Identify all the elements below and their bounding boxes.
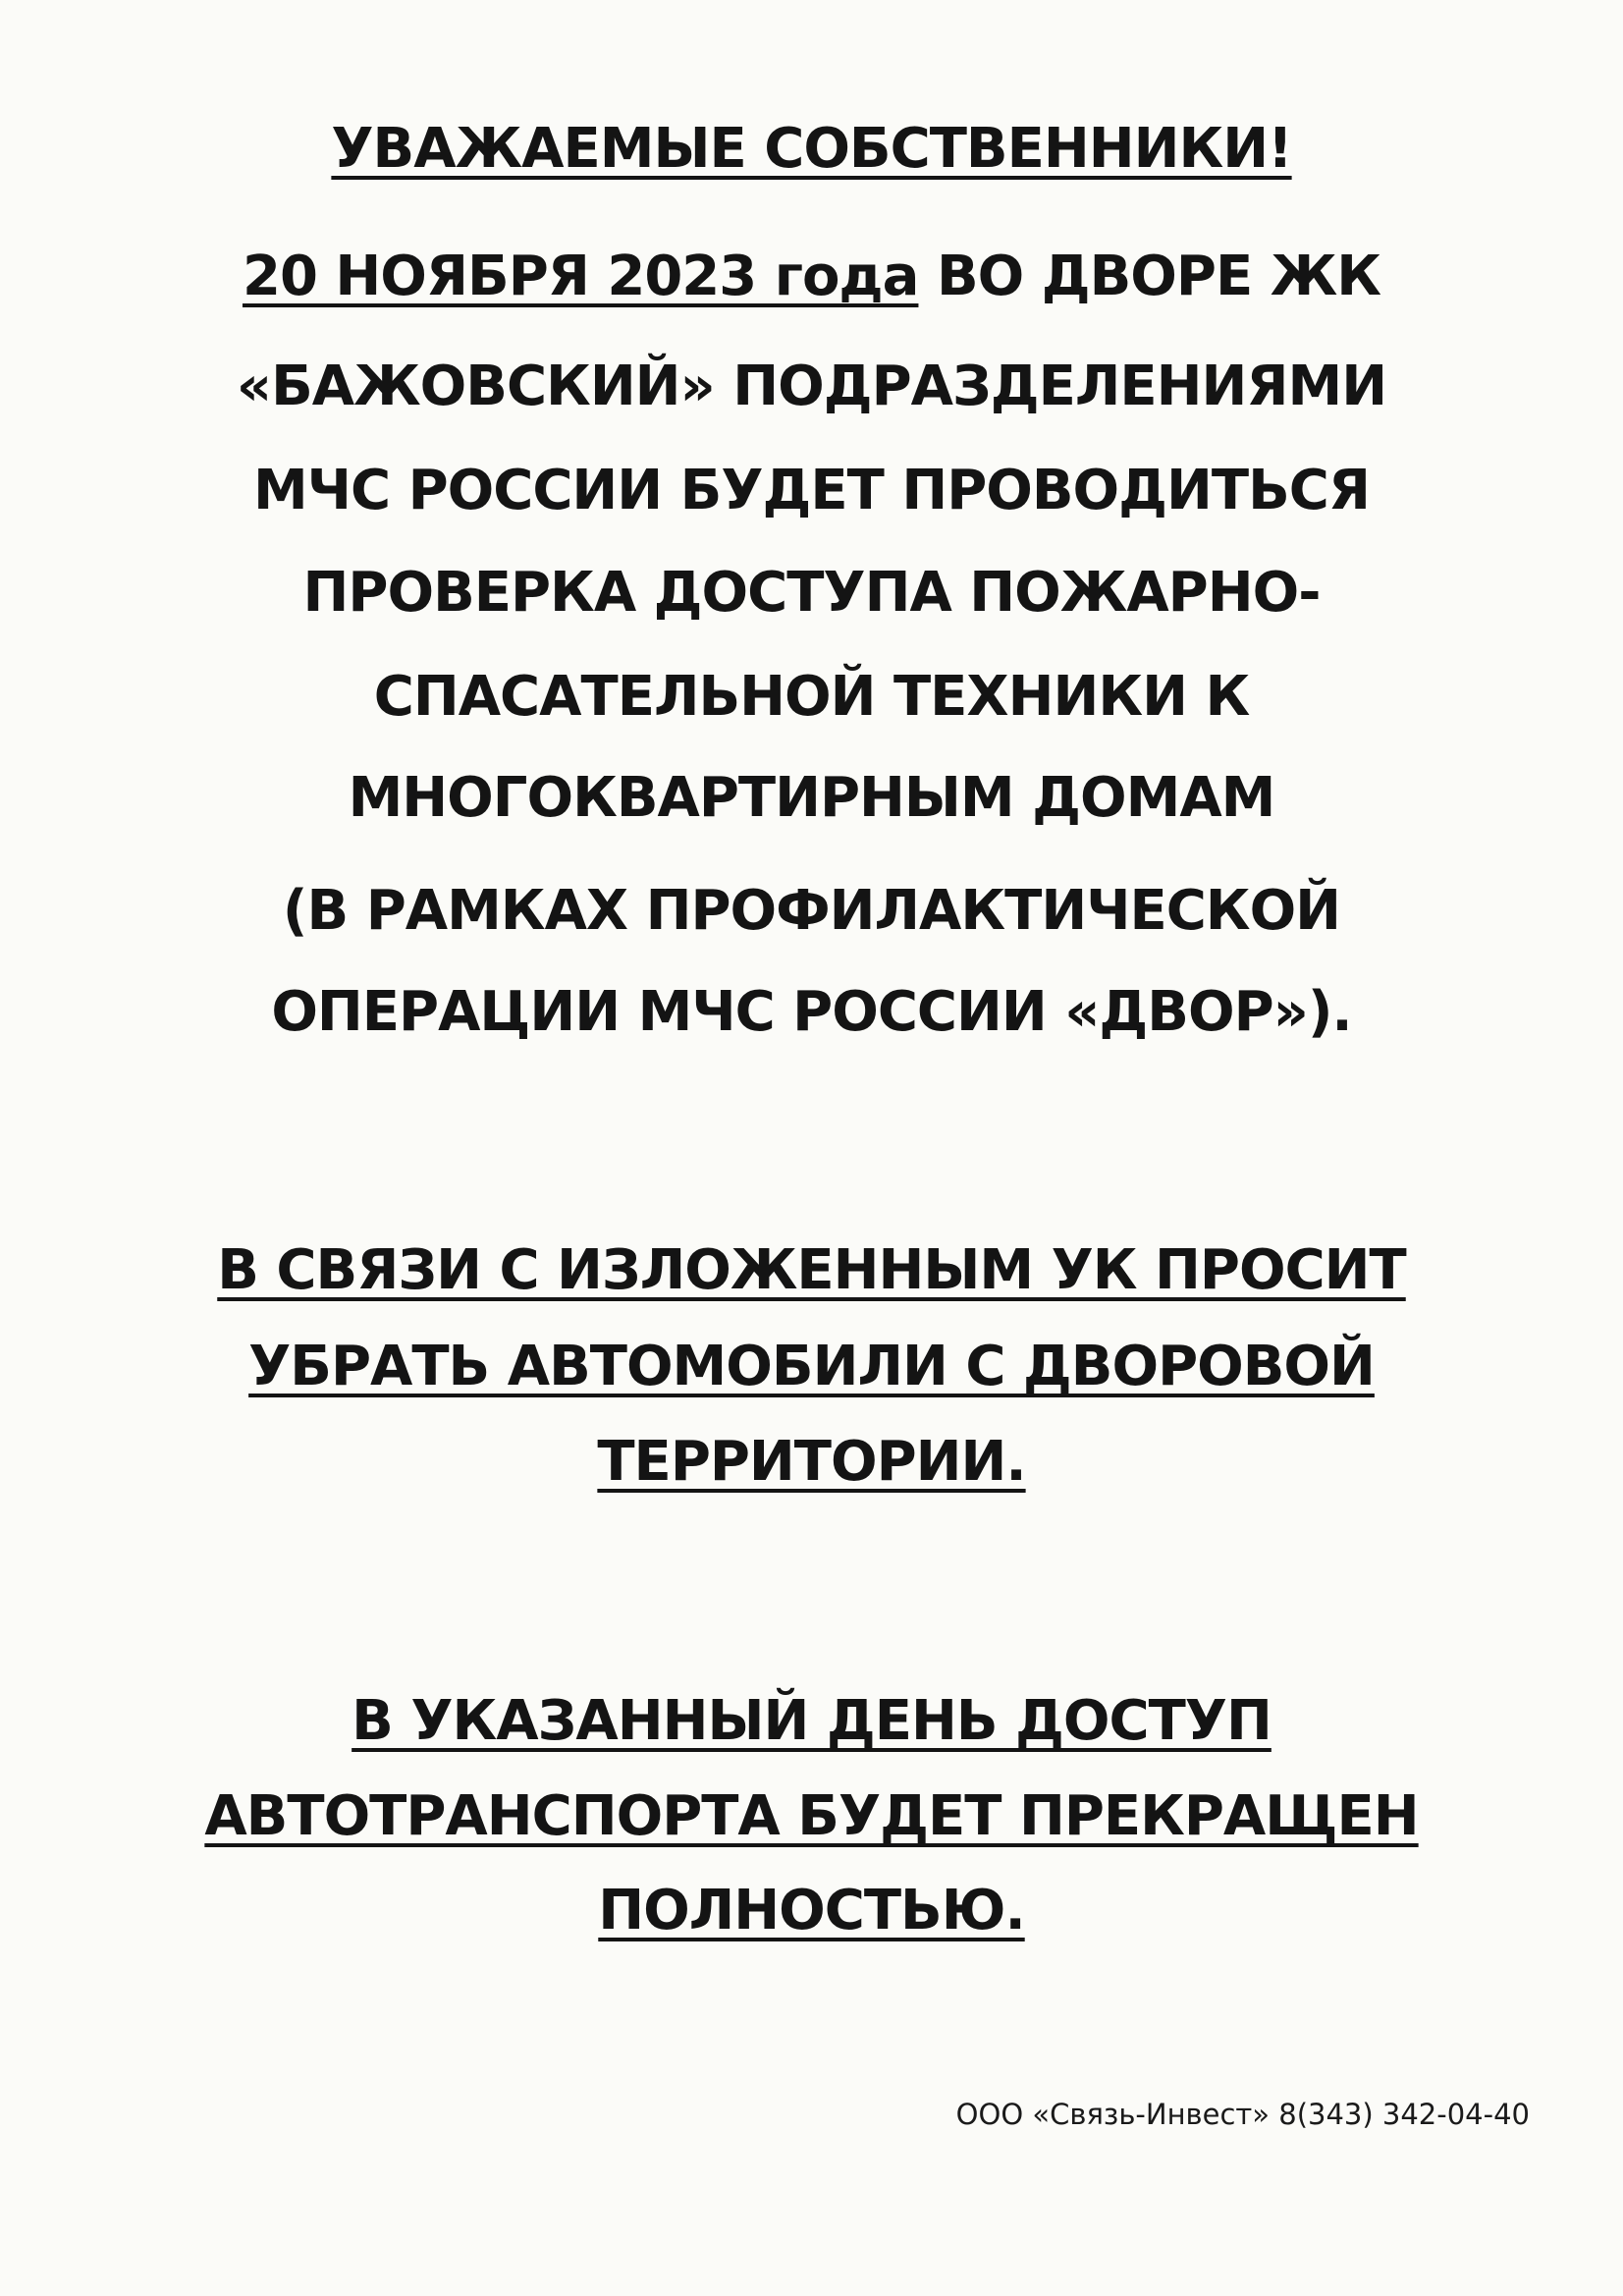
request-line-3-text: ТЕРРИТОРИИ.: [597, 1430, 1026, 1494]
announcement-line-1: [0, 245, 1623, 308]
announcement-line-1-rest: ВО ДВОРЕ ЖК: [918, 245, 1381, 308]
announcement-line-2: «БАЖОВСКИЙ» ПОДРАЗДЕЛЕНИЯМИ: [236, 355, 1387, 418]
announcement-line-3: МЧС РОССИИ БУДЕТ ПРОВОДИТЬСЯ: [253, 459, 1370, 522]
request-line-3: [0, 1430, 1623, 1494]
announcement-date: 20 НОЯБРЯ 2023 года: [242, 245, 919, 308]
request-line-2: [0, 1335, 1623, 1398]
restriction-line-1: [0, 1689, 1623, 1753]
request-line-1: [0, 1238, 1623, 1302]
request-line-1-text: В СВЯЗИ С ИЗЛОЖЕННЫМ УК ПРОСИТ: [217, 1238, 1406, 1302]
announcement-line-5: СПАСАТЕЛЬНОЙ ТЕХНИКИ К: [373, 665, 1250, 729]
restriction-line-2-text: АВТОТРАНСПОРТА БУДЕТ ПРЕКРАЩЕН: [204, 1784, 1419, 1848]
restriction-line-3-text: ПОЛНОСТЬЮ.: [598, 1879, 1025, 1942]
restriction-line-3: [0, 1879, 1623, 1942]
announcement-line-6: МНОГОКВАРТИРНЫМ ДОМАМ: [348, 766, 1275, 830]
restriction-line-2: [0, 1784, 1623, 1848]
request-line-2-text: УБРАТЬ АВТОМОБИЛИ С ДВОРОВОЙ: [248, 1335, 1375, 1398]
operation-line-2: ОПЕРАЦИИ МЧС РОССИИ «ДВОР»).: [271, 980, 1352, 1044]
operation-line-1: (В РАМКАХ ПРОФИЛАКТИЧЕСКОЙ: [282, 879, 1341, 943]
company-contact-footer: ООО «Связь-Инвест» 8(343) 342-04-40: [955, 2098, 1530, 2131]
restriction-line-1-text: В УКАЗАННЫЙ ДЕНЬ ДОСТУП: [352, 1689, 1271, 1753]
notice-title: [0, 117, 1623, 181]
notice-title-text: УВАЖАЕМЫЕ СОБСТВЕННИКИ!: [331, 117, 1292, 181]
announcement-line-4: ПРОВЕРКА ДОСТУПА ПОЖАРНО-: [302, 561, 1321, 625]
